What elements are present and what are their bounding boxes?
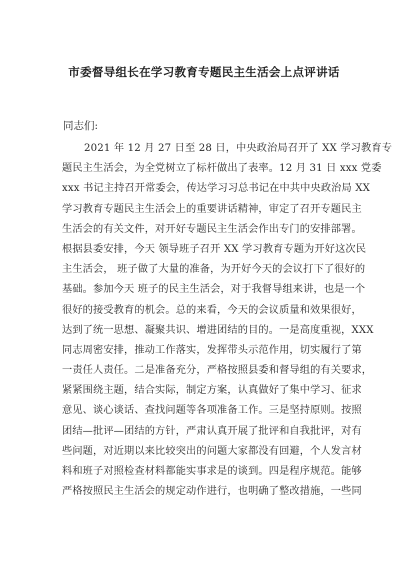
body-line: 基础。参加今天 班子的民主生活会，对于我督导组来讲，也是一个 bbox=[62, 284, 366, 296]
body-line: xxx 书记主持召开常委会，传达学习习总书记在中共中央政治局 XX bbox=[62, 183, 371, 195]
body-line: 2021 年 12 月 27 日至 28 日，中央政治局召开了 XX 学习教育专 bbox=[84, 143, 393, 154]
body-line: 很好的接受教育的机会。总的来看，今天的会议质量和效果很好， bbox=[62, 304, 362, 316]
body-line: 些问题，对近期以来比较突出的问题大家都没有回避，个人发言材 bbox=[62, 445, 362, 457]
body-line: 同志周密安排，推动工作落实，发挥带头示范作用，切实履行了第 bbox=[62, 344, 362, 356]
document-title: 市委督导组长在学习教育专题民主生活会上点评讲话 bbox=[68, 65, 340, 79]
body-line: 题民主生活会，为全党树立了标杆做出了表率。12 月 31 日 xxx 党委 bbox=[62, 163, 382, 175]
body-line: 学习教育专题民主生活会上的重要讲话精神，审定了召开专题民主 bbox=[62, 203, 362, 215]
body-line: 主生活会， 班子做了大量的准备，为开好今天的会议打下了很好的 bbox=[62, 264, 366, 276]
salutation: 同志们: bbox=[63, 120, 99, 132]
body-line: 料和班子对照检查材料都能实事求是的谈到。四是程序规范。能够 bbox=[62, 466, 362, 477]
body-line: 严格按照民主生活会的规定动作进行，也明确了整改措施，一些同 bbox=[62, 486, 362, 498]
body-line: 紧紧围绕主题，结合实际，制定方案，认真做好了集中学习、征求 bbox=[62, 385, 362, 397]
body-line: 团结—批评—团结的方针，严肃认真开展了批评和自我批评，对有 bbox=[62, 425, 362, 437]
document-body bbox=[62, 139, 393, 502]
body-line: 达到了统一思想、凝聚共识、增进团结的目的。一是高度重视，XXX bbox=[62, 324, 374, 336]
body-line: 意见、谈心谈话、查找问题等各项准备工作。三是坚持原则。按照 bbox=[62, 405, 362, 417]
body-line: 生活会的有关文件，对开好专题民主生活会作出专门的安排部署。 bbox=[62, 223, 362, 235]
body-line: 一责任人责任。二是准备充分，严格按照县委和督导组的有关要求， bbox=[62, 365, 373, 377]
body-line: 根据县委安排，今天 领导班子召开 XX 学习教育专题为开好这次民 bbox=[62, 243, 367, 255]
